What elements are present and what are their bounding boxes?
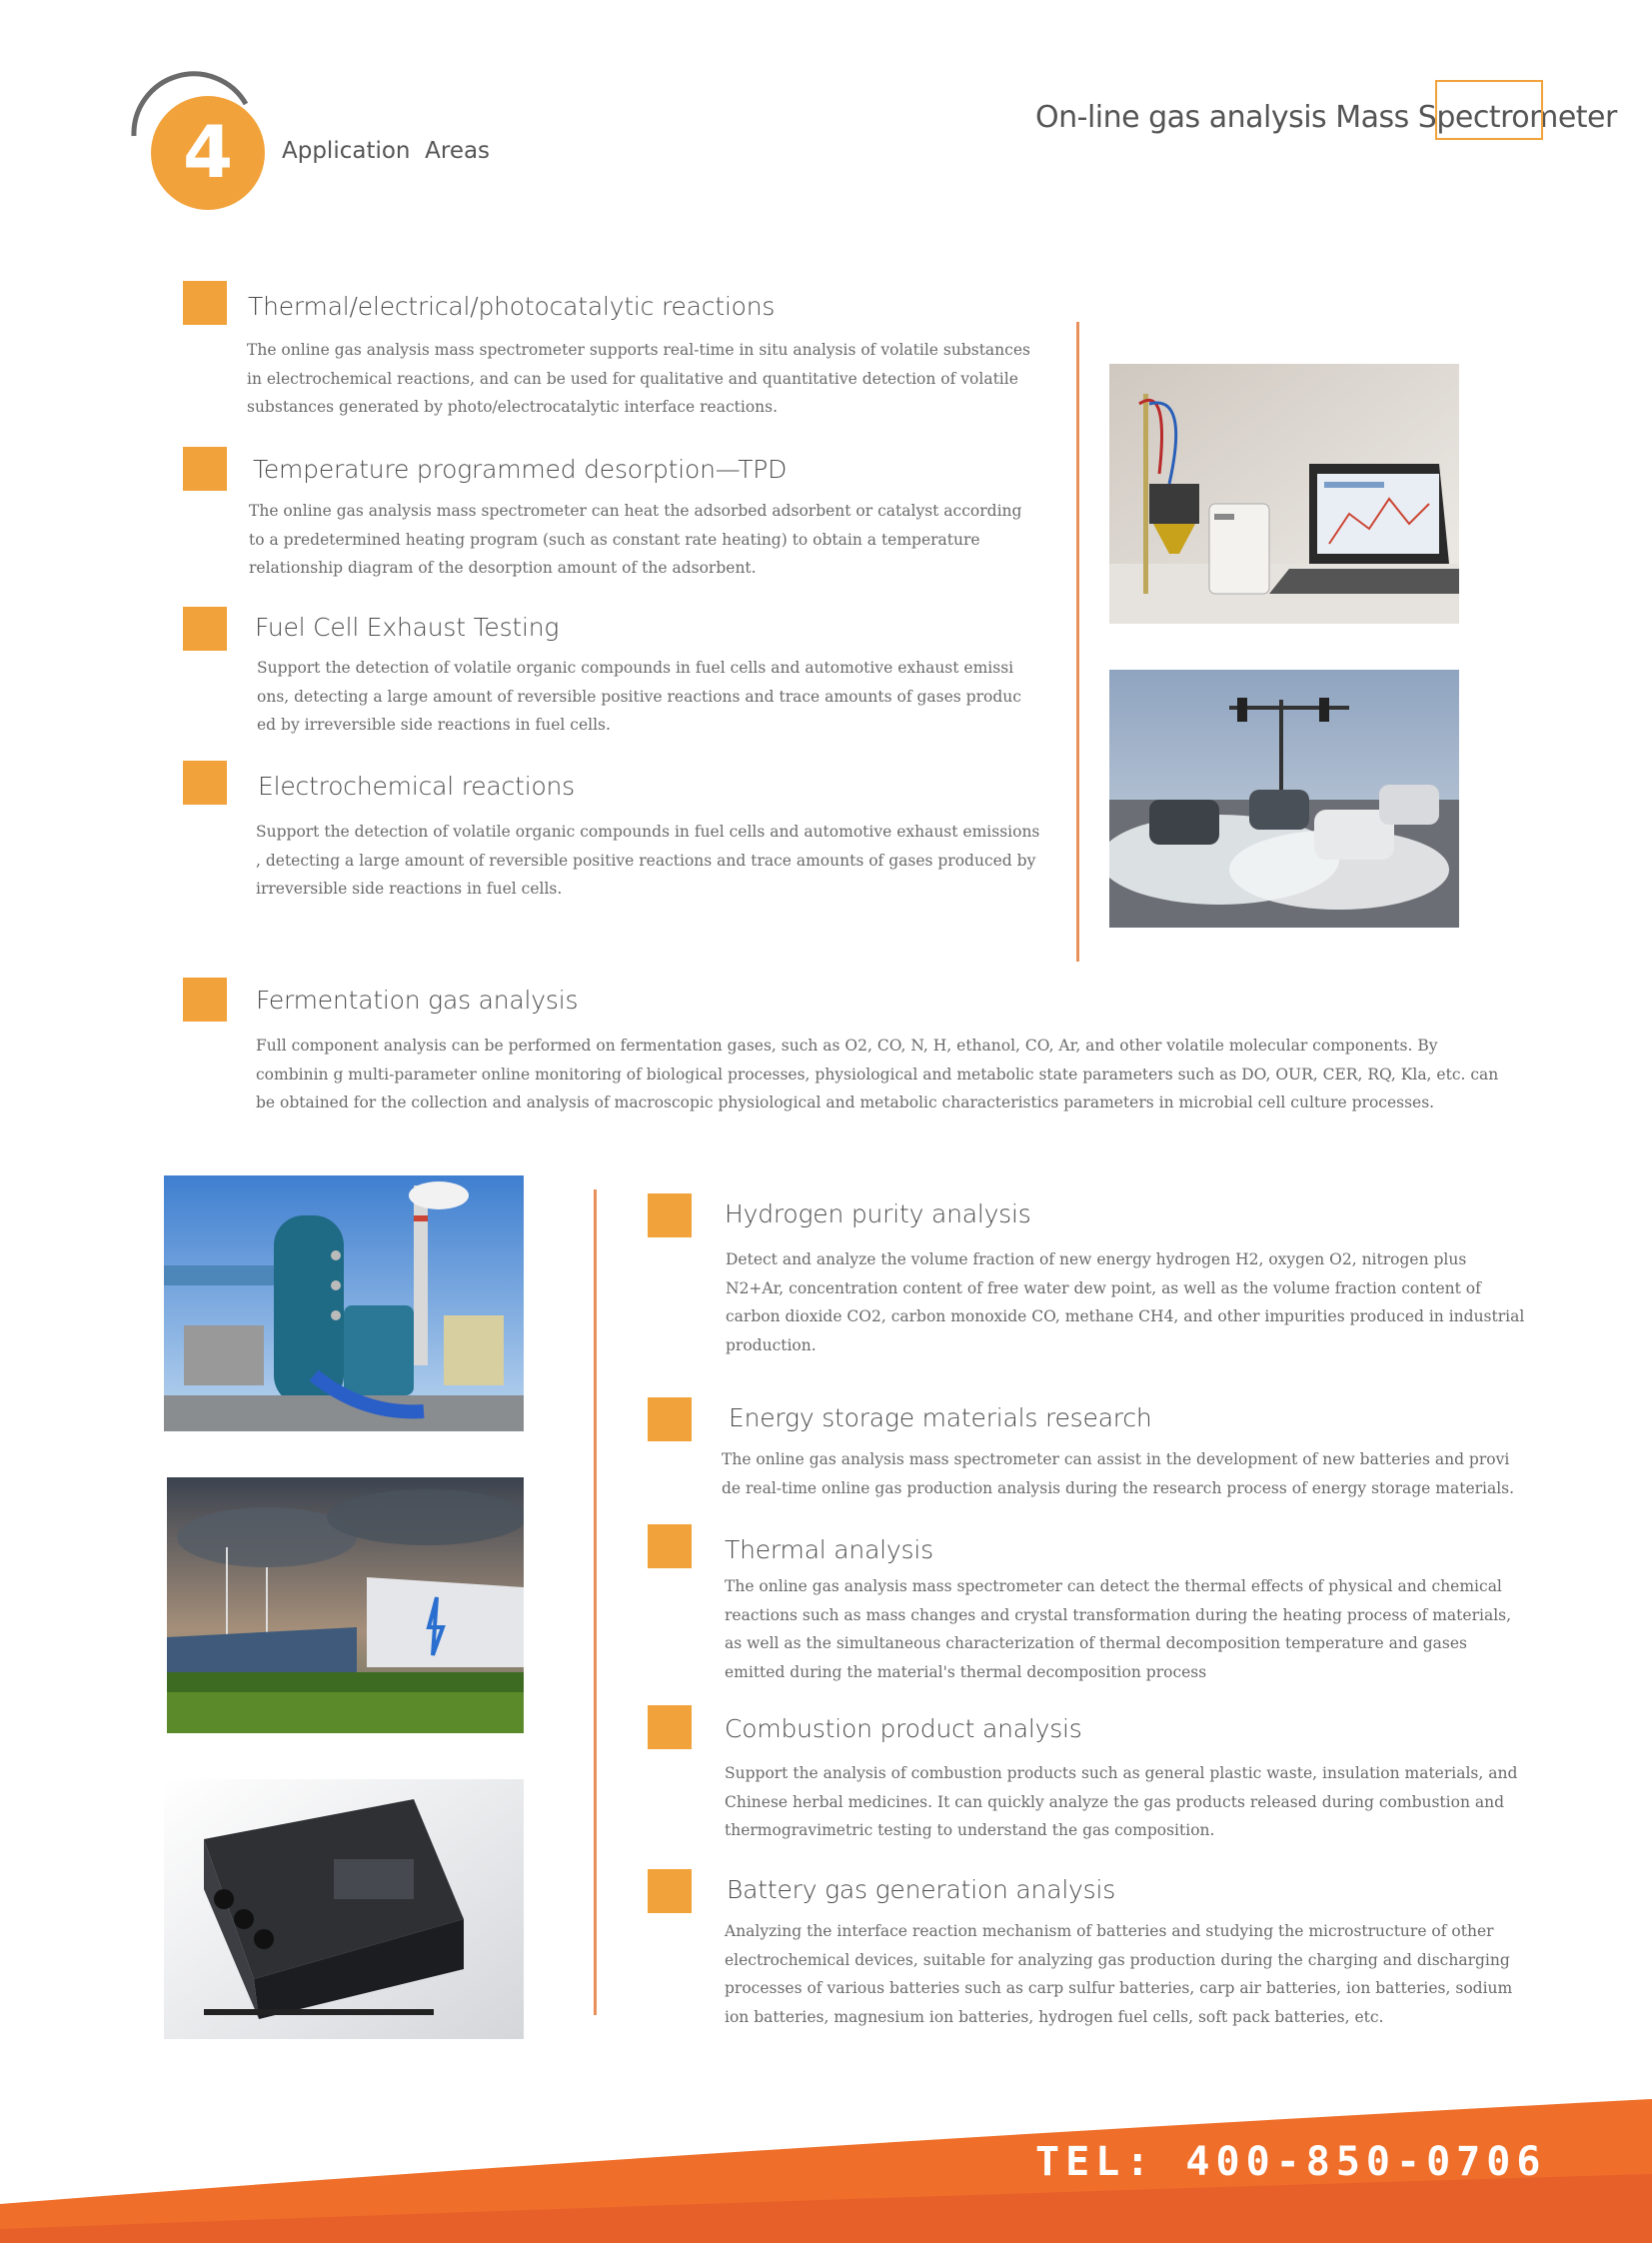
section-heading: Hydrogen purity analysis <box>725 1199 1031 1228</box>
section-heading: Thermal/electrical/photocatalytic reactions <box>248 292 776 321</box>
divider-line <box>594 1189 597 2015</box>
bullet-square <box>183 447 227 491</box>
section-heading: Fermentation gas analysis <box>256 986 579 1015</box>
section-body: Support the detection of volatile organic compounds in fuel cells and automotive exhaust emissi ons, detecting a large amount of reversible positive reactions and trace amounts of gases produc ed by irreversible side reactions in fuel cells. <box>257 659 1021 734</box>
divider-line <box>1076 322 1079 962</box>
energy-storage-photo <box>167 1477 524 1733</box>
section-heading: Thermal analysis <box>725 1535 933 1564</box>
doc-title: On-line gas analysis Mass Spectrometer <box>1035 100 1617 135</box>
section-title: Application Areas <box>282 138 491 164</box>
section-number: 4 <box>182 110 234 194</box>
section-heading: Battery gas generation analysis <box>727 1875 1116 1904</box>
car-exhaust-photo <box>1109 670 1459 928</box>
bullet-square <box>648 1869 692 1913</box>
section-heading: Fuel Cell Exhaust Testing <box>255 613 560 642</box>
title-accent-box <box>1435 80 1543 140</box>
section-body: The online gas analysis mass spectrometer can assist in the development of new batteries and provi de real-time online gas production analysis during the research process of energy storage materials. <box>722 1450 1515 1497</box>
section-body: Analyzing the interface reaction mechanism of batteries and studying the microstructure of other electrochemical devices, suitable for analyzing gas production during the charging and discharging processes of various batteries such as carp sulfur batteries, carp air batteries, ion batteries, sodium ion batteries, magnesium ion batteries, hydrogen fuel cells, soft pack batteries, etc. <box>725 1922 1513 2026</box>
section-body: Support the analysis of combustion products such as general plastic waste, insulation materials, and Chinese herbal medicines. It can quickly analyze the gas products released during combustion and thermogravimetric testing to understand the gas composition. <box>725 1764 1518 1839</box>
section-body: The online gas analysis mass spectrometer can detect the thermal effects of physical and chemical reactions such as mass changes and crystal transformation during the heating process of materials, as well as the simultaneous characterization of thermal decomposition temperature and gases emitted during the material's thermal decomposition process <box>725 1577 1512 1681</box>
section-heading: Temperature programmed desorption—TPD <box>253 455 788 484</box>
lab-instrument-photo <box>1109 364 1459 624</box>
bullet-square <box>183 978 227 1022</box>
analyzer-device-photo <box>164 1779 524 2039</box>
bullet-square <box>648 1524 692 1568</box>
bullet-square <box>648 1397 692 1441</box>
section-body: Full component analysis can be performed on fermentation gases, such as O2, CO, N, H, ethanol, CO, Ar, and other volatile molecular components. By combinin g multi-parameter online monitoring of biological processes, physiological and metabolic state parameters such as DO, OUR, CER, RQ, Kla, etc. can be obtained for the collection and analysis of macroscopic physiological and metabolic characteristics parameters in microbial cell culture processes. <box>256 1037 1499 1112</box>
footer-tel: TEL: 400-850-0706 <box>1035 2139 1547 2185</box>
section-body: The online gas analysis mass spectrometer can heat the adsorbed adsorbent or catalyst according to a predetermined heating program (such as constant rate heating) to obtain a temperature relationship diagram of the desorption amount of the adsorbent. <box>249 502 1022 577</box>
bullet-square <box>648 1705 692 1749</box>
section-body: Detect and analyze the volume fraction of new energy hydrogen H2, oxygen O2, nitrogen plus N2+Ar, concentration content of free water dew point, as well as the volume fraction content of carbon dioxide CO2, carbon monoxide CO, methane CH4, and other impurities produced in industrial production. <box>726 1250 1525 1354</box>
bullet-square <box>183 761 227 805</box>
bullet-square <box>648 1193 692 1237</box>
section-heading: Combustion product analysis <box>725 1714 1082 1743</box>
section-heading: Energy storage materials research <box>729 1403 1152 1432</box>
bullet-square <box>183 281 227 325</box>
industrial-plant-photo <box>164 1175 524 1431</box>
section-body: The online gas analysis mass spectrometer supports real-time in situ analysis of volatile substances in electrochemical reactions, and can be used for qualitative and quantitative detection of volatile substances generated by photo/electrocatalytic interface reactions. <box>247 341 1030 416</box>
section-heading: Electrochemical reactions <box>258 772 576 801</box>
section-body: Support the detection of volatile organic compounds in fuel cells and automotive exhaust emissions , detecting a large amount of reversible positive reactions and trace amounts of gases produced by irreversible side reactions in fuel cells. <box>256 823 1040 898</box>
bullet-square <box>183 607 227 651</box>
